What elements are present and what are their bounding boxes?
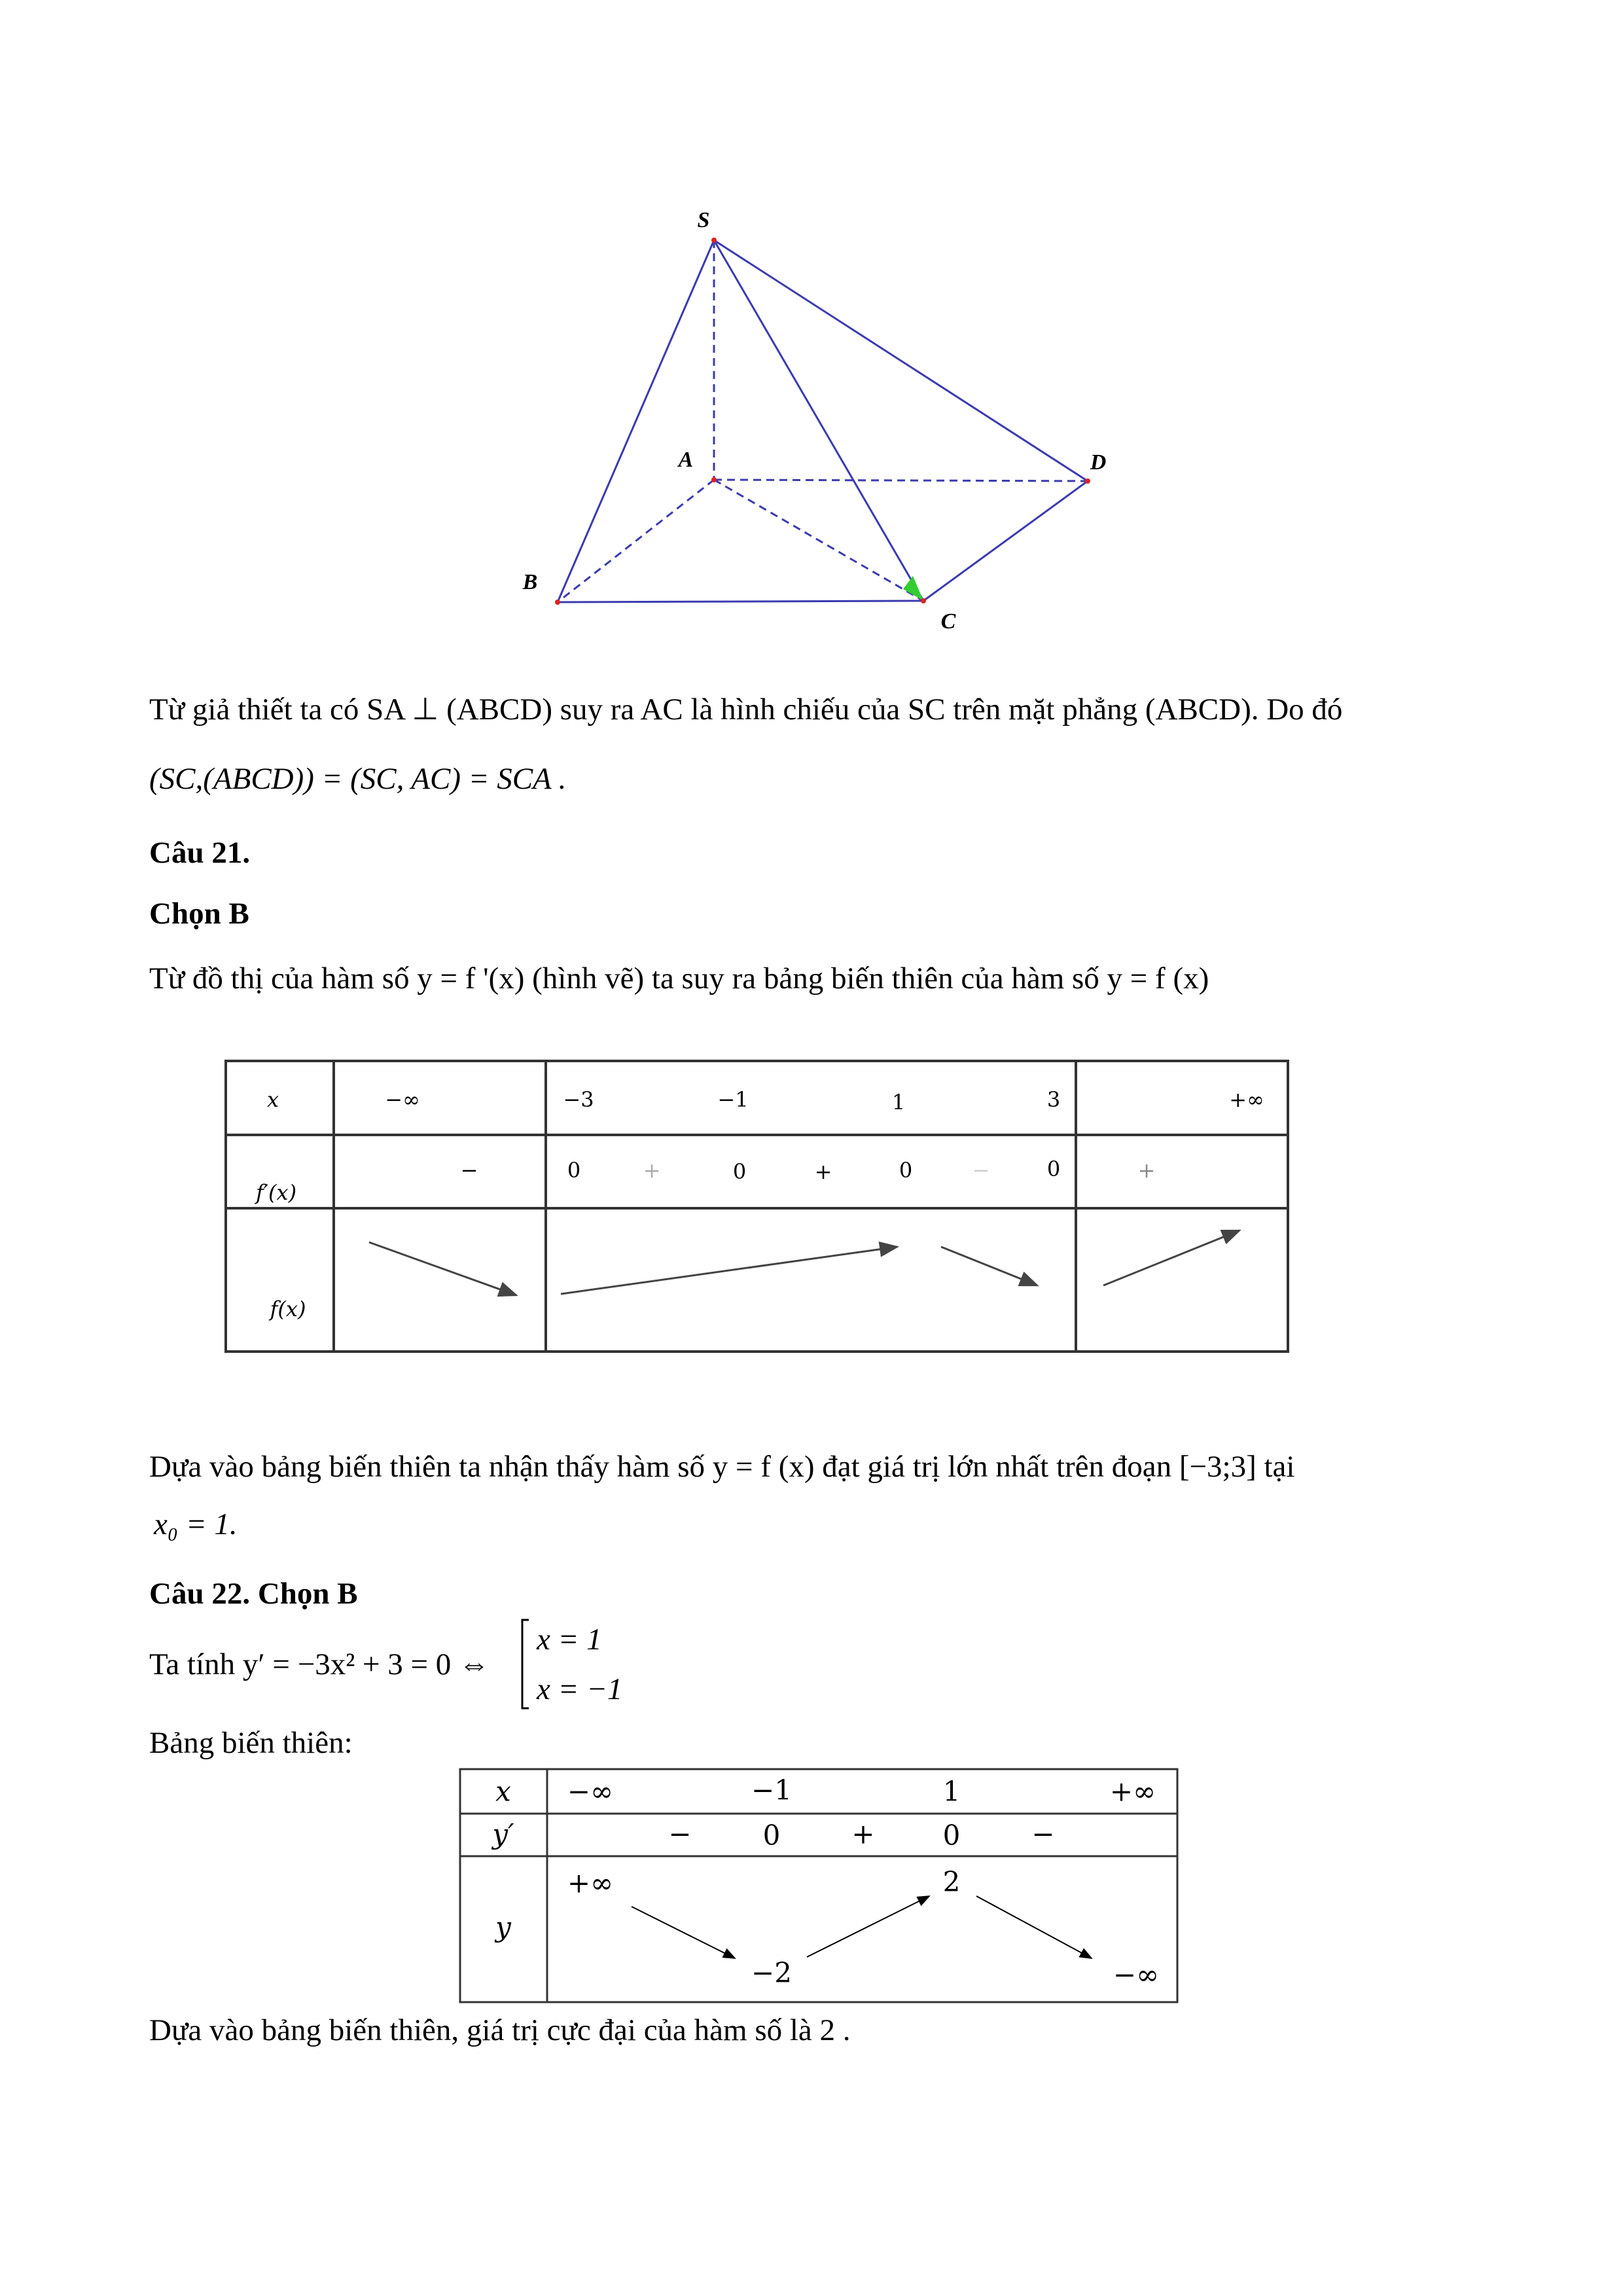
paragraph-line: Từ giả thiết ta có SA ⊥ (ABCD) suy ra AC là hình chiếu của SC trên mặt phẳng (ABCD). Do đó <box>149 692 1343 726</box>
arrow-increase <box>807 1896 929 1957</box>
sign: + <box>1137 1158 1156 1183</box>
arrow-decrease <box>369 1242 516 1295</box>
sign: + <box>814 1159 832 1184</box>
table-label-fprime: f′(x) <box>255 1180 297 1205</box>
y-value: −2 <box>751 1956 792 1989</box>
sign: 0 <box>942 1819 961 1852</box>
arrow-increase <box>561 1247 897 1294</box>
angle-marker <box>903 576 923 601</box>
y-value: −∞ <box>1113 1958 1160 1991</box>
sign: − <box>972 1158 990 1183</box>
vertex-label-b: B <box>522 570 538 594</box>
arrow-decrease <box>632 1907 735 1958</box>
pyramid-figure <box>555 238 1090 605</box>
y-value: 2 <box>942 1865 961 1898</box>
paragraph-line: x₀ = 1. <box>154 1507 238 1541</box>
table-label-f: f(x) <box>270 1297 306 1321</box>
x-value: −1 <box>751 1774 792 1806</box>
x-value: −3 <box>563 1087 594 1112</box>
sign: − <box>460 1158 478 1183</box>
x-value: 1 <box>891 1090 906 1115</box>
sign: 0 <box>732 1159 747 1184</box>
paragraph-line: Từ đồ thị của hàm số y = f '(x) (hình vẽ) ta suy ra bảng biến thiên của hàm số y = f (x) <box>149 961 1209 996</box>
vertex-label-a: A <box>678 448 694 472</box>
x-value: −∞ <box>385 1087 420 1112</box>
case-bracket <box>522 1620 529 1708</box>
table-label-y: y <box>495 1910 511 1943</box>
sign: − <box>1031 1818 1055 1850</box>
x-value: −∞ <box>567 1775 614 1808</box>
table-label-yprime: y′ <box>492 1818 514 1850</box>
arrow-increase <box>1103 1230 1240 1285</box>
paragraph-line: Dựa vào bảng biến thiên ta nhận thấy hàm số y = f (x) đạt giá trị lớn nhất trên đoạn [−3;3] tại <box>149 1450 1295 1484</box>
vertex-label-s: S <box>697 208 710 232</box>
x-value: 1 <box>942 1775 961 1808</box>
table-label-x: x <box>495 1775 511 1808</box>
case-1: x = 1 <box>537 1623 602 1657</box>
arrow-decrease <box>976 1896 1092 1958</box>
sign: 0 <box>899 1158 913 1183</box>
paragraph-line: Bảng biến thiên: <box>149 1726 353 1760</box>
y-value: +∞ <box>567 1867 614 1899</box>
case-2: x = −1 <box>537 1672 623 1706</box>
table-label-x: x <box>266 1087 279 1112</box>
x-value: 3 <box>1046 1087 1061 1112</box>
angle-equation: (SC,(ABCD)) = (SC, AC) = SCA . <box>149 762 567 796</box>
paragraph-line: Dựa vào bảng biến thiên, giá trị cực đại của hàm số là 2 . <box>149 2013 851 2047</box>
question-title: Câu 21. <box>149 836 251 870</box>
x-value: +∞ <box>1109 1775 1156 1808</box>
vertex-label-d: D <box>1090 450 1107 475</box>
x-value: −1 <box>717 1087 749 1112</box>
derivative-equation: Ta tính y′ = −3x² + 3 = 0 ⇔ <box>149 1647 490 1681</box>
question-title: Câu 22. Chọn B <box>149 1577 358 1611</box>
sign: 0 <box>567 1158 581 1183</box>
sign: − <box>668 1818 692 1850</box>
sign: 0 <box>1046 1157 1061 1181</box>
answer-label: Chọn B <box>149 897 249 931</box>
sign: 0 <box>762 1819 781 1852</box>
sign: + <box>643 1158 661 1183</box>
x-value: +∞ <box>1229 1087 1264 1112</box>
arrow-decrease <box>941 1247 1037 1285</box>
sign: + <box>851 1818 875 1850</box>
vertex-label-c: C <box>940 609 956 634</box>
